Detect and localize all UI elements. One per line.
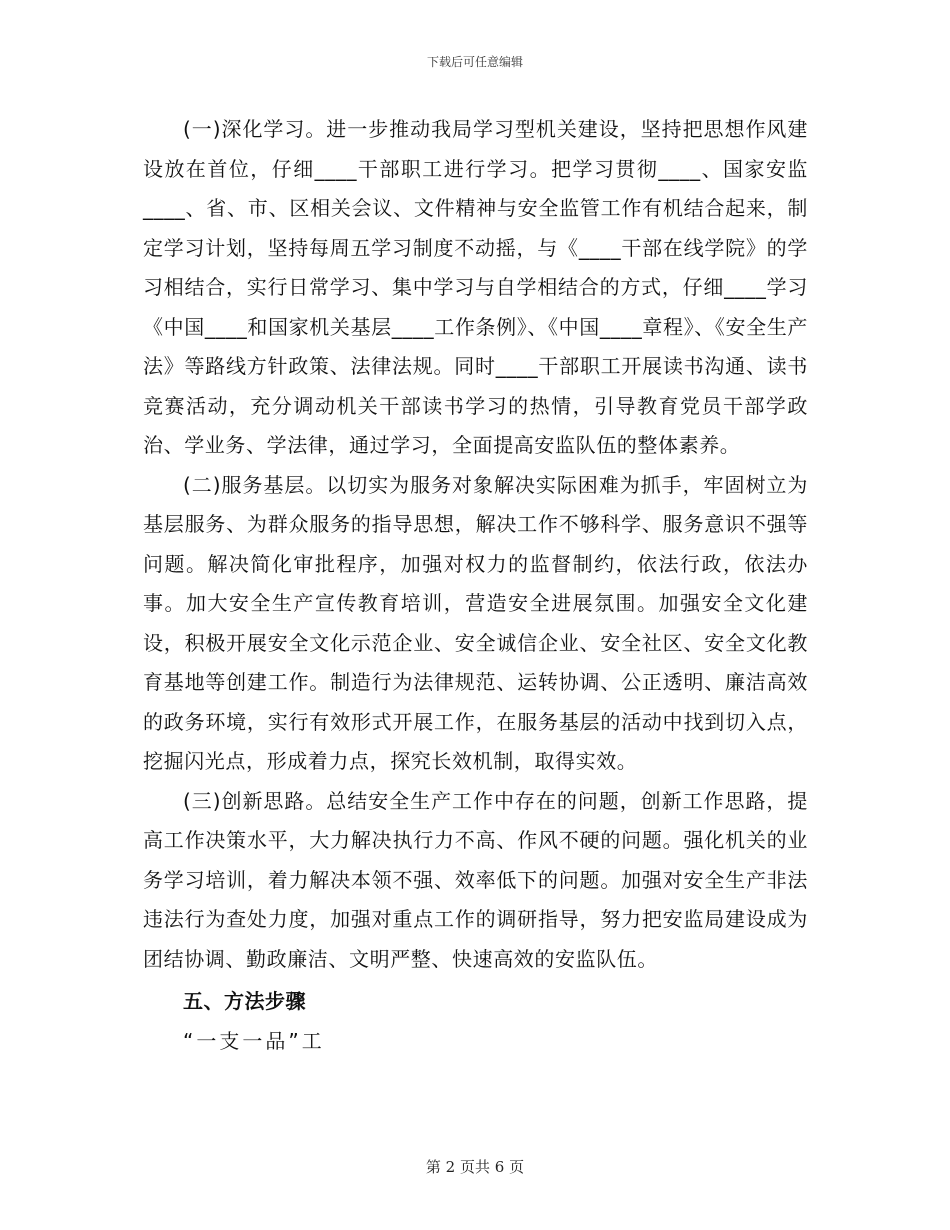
paragraph-serve-grassroots: (二)服务基层。以切实为服务对象解决实际困难为抓手，牢固树立为基层服务、为群众服务的指导思想，解决工作不够科学、服务意识不强等问题。解决简化审批程序，加强对权力的监督制约，依法行政，依法办事。加大安全生产宣传教育培训，营造安全进展氛围。加强安全文化建设，积极开展安全文化示范企业、安全诚信企业、安全社区、安全文化教育基地等创建工作。制造行为法律规范、运转协调、公正透明、廉洁高效的政务环境，实行有效形式开展工作，在服务基层的活动中找到切入点，挖掘闪光点，形成着力点，探究长效机制，取得实效。 — [143, 472, 808, 773]
paragraph-tail: “一支一品”工 — [183, 1028, 325, 1053]
page-number: 第 2 页共 6 页 — [425, 1158, 525, 1176]
page-header: 下载后可任意编辑 — [426, 55, 523, 69]
document-body — [143, 110, 808, 1061]
paragraph-deepen-study: (一)深化学习。进一步推动我局学习型机关建设，坚持把思想作风建设放在首位，仔细____干部职工进行学习。把学习贯彻____、国家安监____、省、市、区相关会议、文件精神与安全监管工作有机结合起来，制定学习计划，坚持每周五学习制度不动摇，与《____干部在线学院》的学习相结合，实行日常学习、集中学习与自学相结合的方式，仔细____学习《中国____和国家机关基层____工作条例》、《中国____章程》、《安全生产法》等路线方针政策、法律法规。同时____干部职工开展读书沟通、读书竞赛活动，充分调动机关干部读书学习的热情，引导教育党员干部学政治、学业务、学法律，通过学习，全面提高安监队伍的整体素养。 — [143, 117, 808, 457]
paragraph-innovate-thinking: (三)创新思路。总结安全生产工作中存在的问题，创新工作思路，提高工作决策水平，大力解决执行力不高、作风不硬的问题。强化机关的业务学习培训，着力解决本领不强、效率低下的问题。加强对安全生产非法违法行为查处力度，加强对重点工作的调研指导，努力把安监局建设成为团结协调、勤政廉洁、文明严整、快速高效的安监队伍。 — [143, 788, 808, 971]
section-heading: 五、方法步骤 — [183, 989, 306, 1013]
